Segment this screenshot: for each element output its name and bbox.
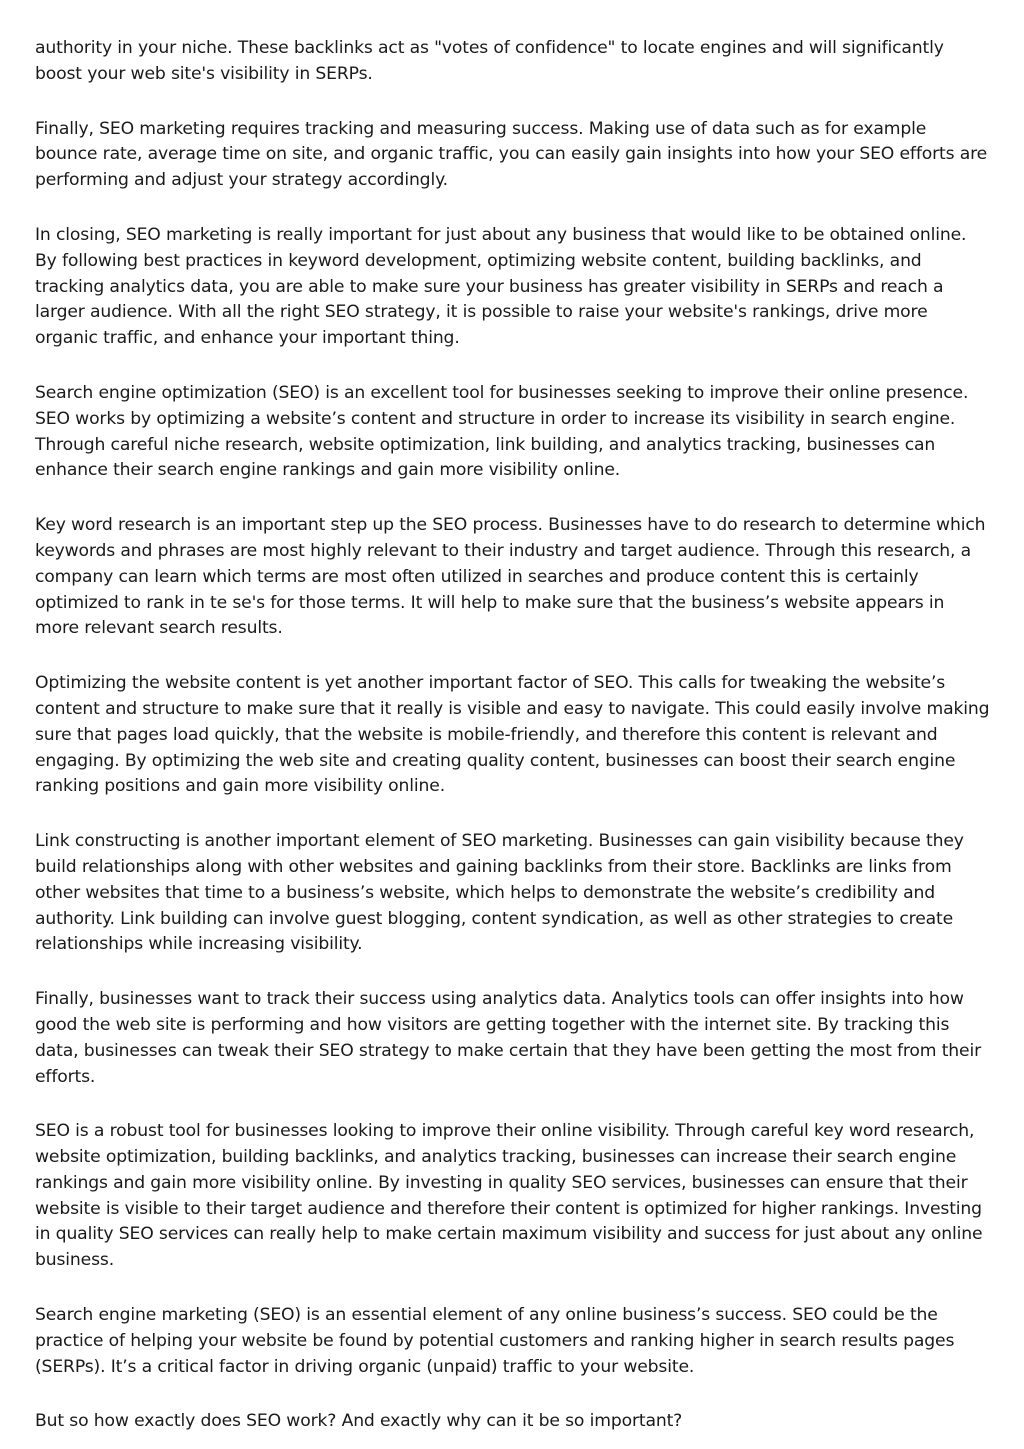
paragraph: Finally, SEO marketing requires tracking and measuring success. Making use of data such as for example bounce rate, average time on site, and organic traffic, you can easily gain insights into how your SEO efforts are performing and adjust your strategy accordingly. bbox=[35, 118, 988, 191]
paragraph: SEO is a robust tool for businesses looking to improve their online visibility. Through careful key word research, website optimization, building backlinks, and analytics tracking, businesses can increase their search engine rankings and gain more visibility online. By investing in quality SEO services, businesses can ensure that their website is visible to their target audience and therefore their content is optimized for higher rankings. Investing in quality SEO services can really help to make certain maximum visibility and success for just about any online business. bbox=[35, 1121, 983, 1271]
paragraph: Optimizing the website content is yet another important factor of SEO. This calls for tweaking the website’s content and structure to make sure that it really is visible and easy to navigate. This could easily involve making sure that pages load quickly, that the website is mobile-friendly, and therefore this content is relevant and engaging. By optimizing the web site and creating quality content, businesses can boost their search engine ranking positions and gain more visibility online. bbox=[35, 673, 990, 797]
paragraph: But so how exactly does SEO work? And exactly why can it be so important? bbox=[35, 1411, 683, 1432]
paragraph: Search engine optimization (SEO) is an excellent tool for businesses seeking to improve their online presence. SEO works by optimizing a website’s content and structure in order to increase its visibility in search engine. Through careful niche research, website optimization, link building, and analytics tracking, businesses can enhance their search engine rankings and gain more visibility online. bbox=[35, 382, 969, 481]
document-body bbox=[35, 36, 993, 1435]
paragraph: Key word research is an important step up the SEO process. Businesses have to do research to determine which keywords and phrases are most highly relevant to their industry and target audience. Through this research, a company can learn which terms are most often utilized in searches and produce content this is certainly optimized to rank in te se's for those terms. It will help to make sure that the business’s website appears in more relevant search results. bbox=[35, 515, 986, 639]
paragraph: In closing, SEO marketing is really important for just about any business that would like to be obtained online. By following best practices in keyword development, optimizing website content, building backlinks, and tracking analytics data, you are able to make sure your business has greater visibility in SERPs and reach a larger audience. With all the right SEO strategy, it is possible to raise your website's rankings, drive more organic traffic, and enhance your important thing. bbox=[35, 224, 967, 349]
paragraph: Search engine marketing (SEO) is an essential element of any online business’s success. SEO could be the practice of helping your website be found by potential customers and ranking higher in search results pages (SERPs). It’s a critical factor in driving organic (unpaid) traffic to your website. bbox=[35, 1305, 955, 1377]
paragraph: Link constructing is another important element of SEO marketing. Businesses can gain visibility because they build relationships along with other websites and gaining backlinks from their store. Backlinks are links from other websites that time to a business’s website, which helps to demonstrate the website’s credibility and authority. Link building can involve guest blogging, content syndication, as well as other strategies to create relationships while increasing visibility. bbox=[35, 831, 964, 955]
paragraph: authority in your niche. These backlinks act as "votes of confidence" to locate engines and will significantly boost your web site's visibility in SERPs. bbox=[35, 38, 944, 84]
paragraph: Finally, businesses want to track their success using analytics data. Analytics tools can offer insights into how good the web site is performing and how visitors are getting together with the internet site. By tracking this data, businesses can tweak their SEO strategy to make certain that they have been getting the most from their efforts. bbox=[35, 989, 981, 1087]
